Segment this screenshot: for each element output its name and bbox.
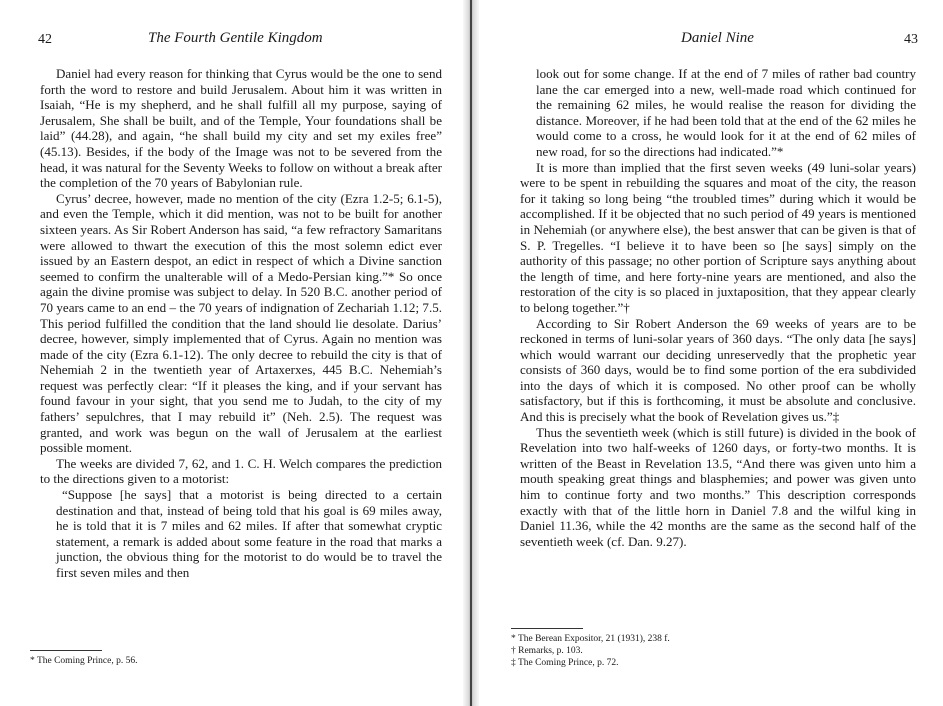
footnotes: [30, 655, 430, 667]
footnote: ‡ The Coming Prince, p. 72.: [511, 658, 619, 668]
right-page: [476, 0, 943, 706]
paragraph: It is more than implied that the first seven weeks (49 luni-solar years) were to be spent in rebuilding the squares and moat of the city, the reason for it taking so long being “the troubled times” during which it would be accomplished. If it be objected that no such period of 49 years is mentioned in Nehemiah (or anywhere else), the best answer that can be given is that of S. P. Tregelles. “I believe it to have been so [he says] simply on the authority of this passage; no other portion of Scripture says anything about the length of time, and here forty-nine years are mentioned, and also the restoration of the city is so placed in juxtaposition, that they appear clearly to belong together.”†: [520, 159, 916, 315]
paragraph: Cyrus’ decree, however, made no mention of the city (Ezra 1.2-5; 6.1-5), and even the Temple, which it did mention, was not to be built for another sixteen years. As Sir Robert Anderson has said, “a few refractory Samaritans were allowed to thwart the execution of this the most solemn edict ever issued by an Eastern despot, an edict in respect of which a Divine sanction seemed to confirm the unalterable will of a Medo-Persian king.”* So once again the divine promise was subject to delay. In 520 B.C. another period of 70 years came to an end – the 70 years of indignation of Zechariah 1.12; 7.5. This period fulfilled the condition that the land should lie desolate. Darius’ decree, however, simply implemented that of Cyrus. Again no mention was made of the city (Ezra 6.1-12). The only decree to rebuild the city is that of Nehemiah 2 in the twentieth year of Artaxerxes, 445 B.C. Nehemiah’s request was perfectly clear: “If it pleases the king, and if your servant has found favour in your sight, that you send me to Judah, to the city of my fathers’ sepulchres, that I may rebuild it” (Neh. 2.5). The request was granted, and work was begun on the wall of Jerusalem at the earliest possible moment.: [40, 190, 442, 456]
footnote: * The Coming Prince, p. 56.: [30, 656, 138, 666]
footnote-rule: [511, 628, 583, 629]
paragraph: According to Sir Robert Anderson the 69 weeks of years are to be reckoned in terms of luni-solar years of 360 days. “The only data [he says] which would warrant our deciding unreservedly that the prophetic year consists of 360 days, would be to find some portion of the era subdivided into the days of which it is composed. No other proof can be wholly satisfactory, but if this is forthcoming, it must be absolute and conclusive. And this is precisely what the book of Revelation gives us.”‡: [520, 315, 916, 425]
body-text: [40, 66, 442, 581]
paragraph: The weeks are divided 7, 62, and 1. C. H. Welch compares the prediction to the directions given to a motorist:: [40, 455, 442, 487]
footnote-rule: [30, 650, 102, 651]
page-number: 43: [904, 32, 918, 47]
running-head: The Fourth Gentile Kingdom: [148, 30, 323, 46]
block-quote: “Suppose [he says] that a motorist is being directed to a certain destination and that, instead of being told that his goal is 69 miles away, he is told that it is 7 miles and 62 miles. If after that somewhat cryptic statement, a remark is added about some feature in the road that marks a junction, the obvious thing for the motorist to do would be to travel the first seven miles and then: [56, 487, 442, 580]
paragraph: Daniel had every reason for thinking that Cyrus would be the one to send forth the word to restore and build Jerusalem. About him it was written in Isaiah, “He is my shepherd, and he shall fulfill all my purpose, saying of Jerusalem, She shall be built, and of the Temple, Your foundations shall be laid” (44.28), and again, “he shall build my city and set my exiles free” (45.13). Besides, if the body of the Image was not to be severed from the head, it was natural for the Seventy Weeks to follow on without a break after the completion of the 70 years of Babylonian rule.: [40, 66, 442, 191]
left-page: [0, 0, 468, 706]
page-number: 42: [38, 32, 52, 47]
gutter-line: [470, 0, 472, 706]
block-quote-continued: look out for some change. If at the end of 7 miles of rather bad country lane the car emerged into a new, well-made road which continued for the remaining 62 miles, he would realise the reason for dividing the distance. Moreover, if he had been told that at the end of the 62 miles he would come to a cross, he would look for it at the end of 62 miles of new road, for so the directions had indicated.”*: [536, 66, 916, 159]
footnotes: [511, 633, 911, 669]
body-text: [520, 66, 916, 549]
footnote: † Remarks, p. 103.: [511, 646, 583, 656]
paragraph: Thus the seventieth week (which is still future) is divided in the book of Revelation into two half-weeks of 1260 days, or forty-two months. It is written of the Beast in Revelation 13.5, “And there was given unto him a mouth speaking great things and blasphemies; and power was given unto him to continue forty and two months.” This description corresponds exactly with that of the little horn in Daniel 7.8 and the wilful king in Daniel 11.36, while the 42 months are the same as the second half of the seventieth week (cf. Dan. 9.27).: [520, 424, 916, 549]
running-head: Daniel Nine: [681, 30, 754, 46]
footnote: * The Berean Expositor, 21 (1931), 238 f.: [511, 634, 670, 644]
